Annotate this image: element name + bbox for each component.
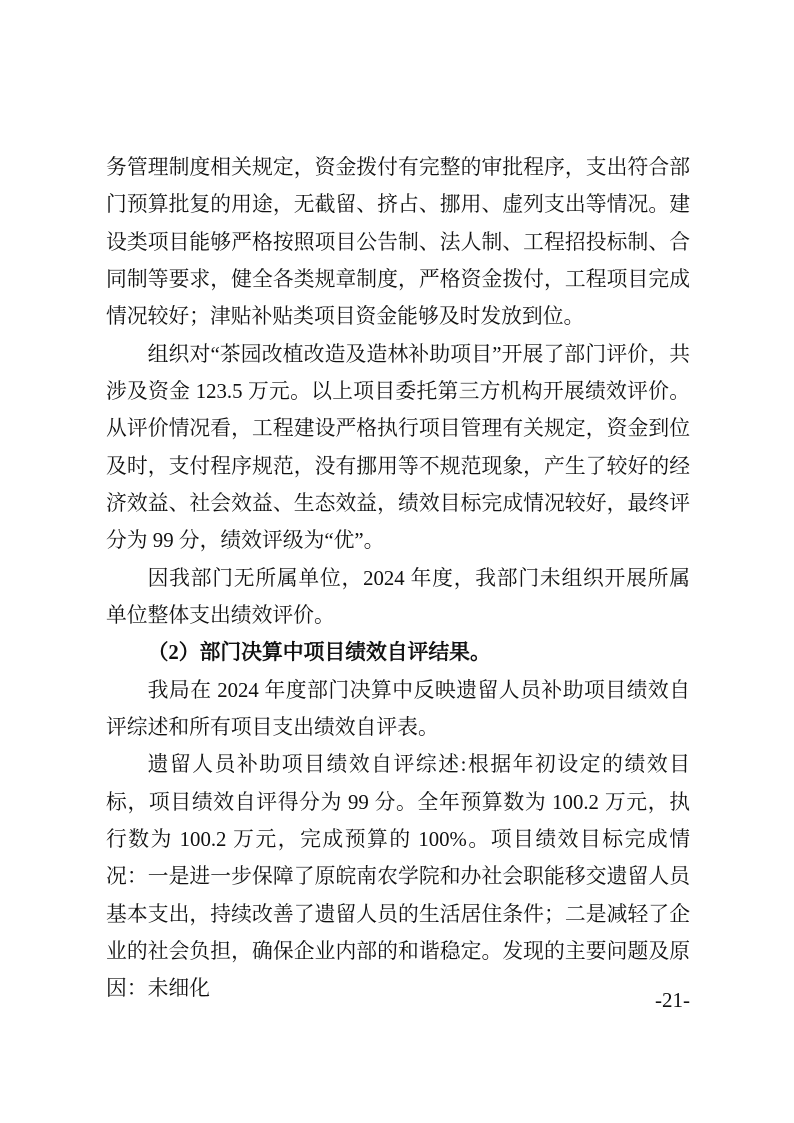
paragraph-department-evaluation: 组织对“茶园改植改造及造林补助项目”开展了部门评价，共涉及资金 123.5 万元。以上项目委托第三方机构开展绩效评价。从评价情况看，工程建设严格执行项目管理有关规定，资金到位及时，支付程序规范，没有挪用等不规范现象，产生了较好的经济效益、社会效益、生态效益，绩效目标完成情况较好，最终评分为 99 分，绩效评级为“优”。 xyxy=(106,342,690,553)
paragraph-no-subordinate-units: 因我部门无所属单位，2024 年度，我部门未组织开展所属单位整体支出绩效评价。 xyxy=(106,566,690,627)
paragraph-fund-management-continuation: 务管理制度相关规定，资金拨付有完整的审批程序，支出符合部门预算批复的用途，无截留、挤占、挪用、虚列支出等情况。建设类项目能够严格按照项目公告制、法人制、工程招投标制、合同制等要求，健全各类规章制度，严格资金拨付，工程项目完成情况较好；津贴补贴类项目资金能够及时发放到位。 xyxy=(106,156,690,329)
page-number: -21- xyxy=(655,988,690,1012)
section-heading-self-evaluation-results: （2）部门决算中项目绩效自评结果。 xyxy=(147,641,491,665)
paragraph-final-accounts-reflection: 我局在 2024 年度部门决算中反映遗留人员补助项目绩效自评综述和所有项目支出绩效自评表。 xyxy=(106,678,690,739)
document-text-block xyxy=(106,149,690,1008)
paragraph-legacy-personnel-self-eval: 遗留人员补助项目绩效自评综述:根据年初设定的绩效目标，项目绩效自评得分为 99 分。全年预算数为 100.2 万元，执行数为 100.2 万元，完成预算的 100%。项目绩效目标完成情况：一是进一步保障了原皖南农学院和办社会职能移交遗留人员基本支出，持续改善了遗留人员的生活居住条件；二是减轻了企业的社会负担，确保企业内部的和谐稳定。发现的主要问题及原因：未细化 xyxy=(106,753,690,1001)
